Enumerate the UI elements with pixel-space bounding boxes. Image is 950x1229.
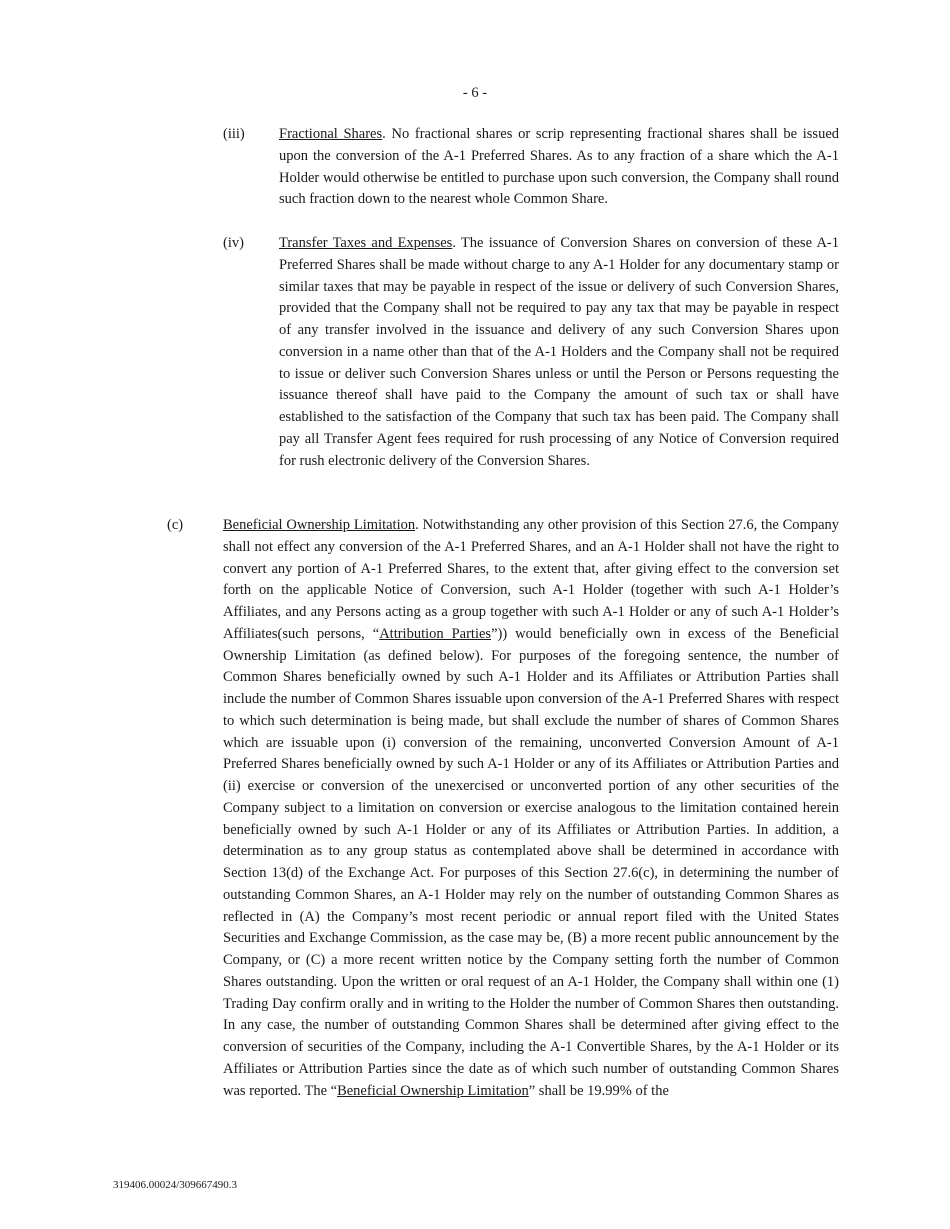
clause-text: . Notwithstanding any other provision of this Section 27.6, the Company shall not effect any conversion of the A-1 Preferred Shares, and an A-1 Holder shall not have the right to convert any portion of A-1 Preferred Shares, to the extent that, after giving effect to the conversion set forth on the applicable Notice of Conversion, such A-1 Holder (together with such A-1 Holder’s Affiliates, and any Persons acting as a group together with such A-1 Holder or any of such A-1 Holder’s Affiliates(such persons, “ <box>223 517 840 642</box>
clause-body <box>279 233 839 472</box>
clause-label: (iii) <box>223 126 245 142</box>
page-number: - 6 - <box>462 85 488 101</box>
document-id: 319406.00024/309667490.3 <box>113 1179 238 1191</box>
clause-text: ”)) would beneficially own in excess of the Beneficial Ownership Limitation (as defined below). For purposes of the foregoing sentence, the number of Common Shares beneficially owned by such A-1 Holder and its Affiliates or Attribution Parties shall include the number of Common Shares issuable upon conversion of the A-1 Preferred Shares with respect to which such determination is being made, but shall exclude the number of shares of Common Shares which are issuable upon (i) conversion of the remaining, unconverted Conversion Amount of A-1 Preferred Shares beneficially owned by such A-1 Holder or any of its Affiliates or Attribution Parties and (ii) exercise or conversion of the unexercised or unconverted portion of any other securities of the Company subject to a limitation on conversion or exercise analogous to the limitation contained herein beneficially owned by such A-1 Holder or any of its Affiliates or Attribution Parties. In addition, a determination as to any group status as contemplated above shall be determined in accordance with Section 13(d) of the Exchange Act. For purposes of this Section 27.6(c), in determining the number of outstanding Common Shares, an A-1 Holder may rely on the number of outstanding Common Shares as reflected in (A) the Company’s most recent periodic or annual report filed with the United States Securities and Exchange Commission, as the case may be, (B) a more recent public announcement by the Company, or (C) a more recent written notice by the Company setting forth the number of Common Shares outstanding. Upon the written or oral request of an A-1 Holder, the Company shall within one (1) Trading Day confirm orally and in writing to the Holder the number of Common Shares then outstanding. In any case, the number of outstanding Common Shares shall be determined after giving effect to the conversion of securities of the Company, including the A-1 Convertible Shares, by the A-1 Holder or its Affiliates or Attribution Parties since the date as of which such number of outstanding Common Shares was reported. The “ <box>223 625 839 1099</box>
clause-heading: Beneficial Ownership Limitation <box>223 517 416 533</box>
clause-body <box>223 515 839 1102</box>
clause-label: (c) <box>167 517 184 533</box>
clause-text: . The issuance of Conversion Shares on conversion of these A-1 Preferred Shares shall be made without charge to any A-1 Holder for any documentary stamp or similar taxes that may be payable in respect of the issue or delivery of such Conversion Shares, provided that the Company shall not be required to pay any tax that may be payable in respect of any transfer involved in the issuance and delivery of any such Conversion Shares upon conversion in a name other than that of the A-1 Holders and the Company shall not be required to issue or deliver such Conversion Shares unless or until the Person or Persons requesting the issuance thereof shall have paid to the Company the amount of such tax or shall have established to the satisfaction of the Company that such tax has been paid. The Company shall pay all Transfer Agent fees required for rush processing of any Notice of Conversion required for rush electronic delivery of the Conversion Shares. <box>279 235 839 469</box>
clause-body <box>279 124 839 211</box>
clause-label: (iv) <box>223 235 244 251</box>
clause-text: . No fractional shares or scrip representing fractional shares shall be issued upon the conversion of the A-1 Preferred Shares. As to any fraction of a share which the A-1 Holder would otherwise be entitled to purchase upon such conversion, the Company shall round such fraction down to the nearest whole Common Share. <box>279 126 840 208</box>
clause-heading: Fractional Shares <box>279 126 383 142</box>
clause-text: ” shall be 19.99% of the <box>528 1082 669 1099</box>
defined-term: Attribution Parties <box>379 625 492 642</box>
clause-heading: Transfer Taxes and Expenses <box>279 235 453 251</box>
defined-term: Beneficial Ownership Limitation <box>337 1082 529 1099</box>
